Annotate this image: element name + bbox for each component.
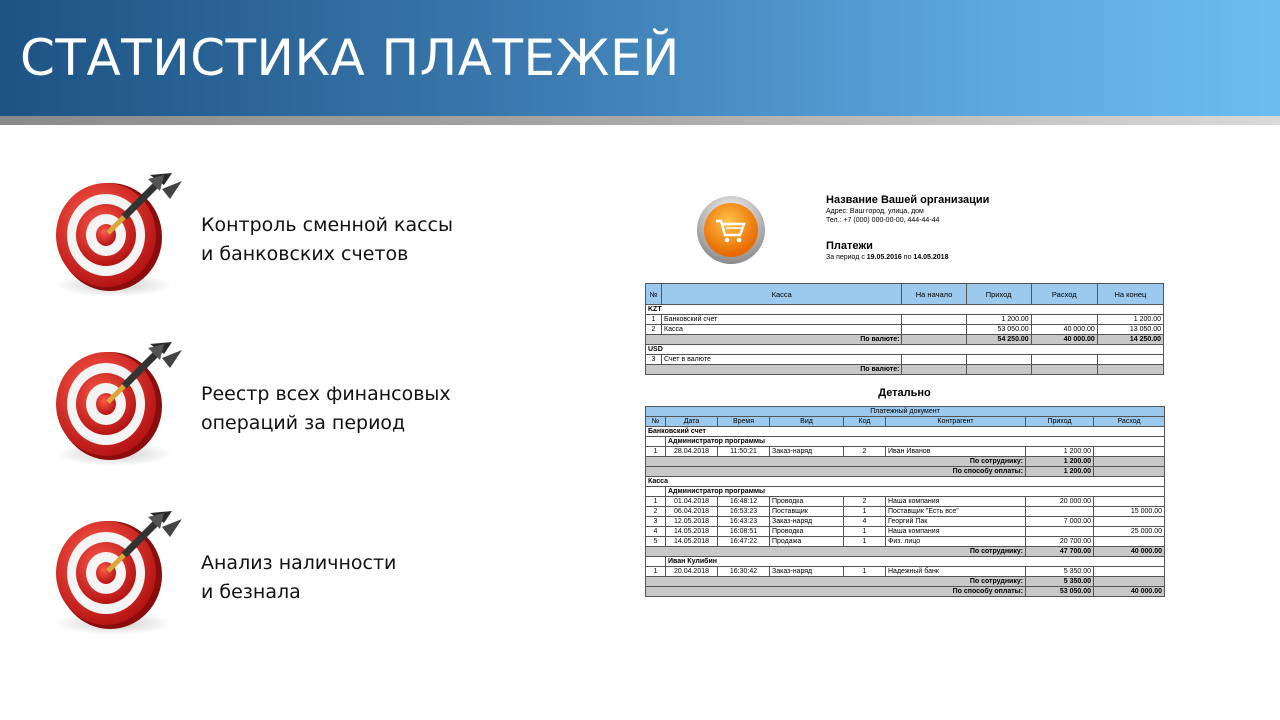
cell: 13 050.00	[1097, 325, 1163, 335]
cell: Проводка	[770, 497, 844, 507]
cell: 1	[844, 527, 886, 537]
org-phone: Тел.: +7 (000) 000-00-00, 444-44-44	[826, 217, 940, 224]
cell: 06.04.2018	[666, 507, 718, 517]
table-caption	[646, 407, 1165, 417]
period-to: 14.05.2018	[913, 254, 949, 261]
cell: 16:48:12	[718, 497, 770, 507]
group-row	[646, 427, 1165, 437]
total-label: По сотруднику:	[646, 547, 1026, 557]
total-label: По сотруднику:	[646, 457, 1026, 467]
cell: 1	[844, 567, 886, 577]
col-header: На начало	[902, 284, 966, 305]
cell	[1094, 517, 1165, 527]
col-header: Приход	[966, 284, 1031, 305]
col-header: На конец	[1097, 284, 1163, 305]
cell: 1	[646, 567, 666, 577]
total-row	[646, 547, 1165, 557]
table-row	[646, 497, 1165, 507]
cell: 2	[646, 507, 666, 517]
detail-title: Детально	[878, 387, 931, 399]
page-title: СТАТИСТИКА ПЛАТЕЖЕЙ	[20, 29, 680, 87]
cell: Заказ-наряд	[770, 447, 844, 457]
cell: Наша компания	[886, 497, 1026, 507]
cell: 20 700.00	[1026, 537, 1094, 547]
cell: 01.04.2018	[666, 497, 718, 507]
cell: 40 000.00	[1031, 325, 1097, 335]
feature-line: и банковских счетов	[201, 243, 409, 265]
group-row	[646, 557, 1165, 567]
currency-group: KZT	[646, 305, 1164, 315]
feature-line: Контроль сменной кассы	[201, 214, 454, 236]
cell: 16:43:23	[718, 517, 770, 527]
cell	[1031, 355, 1097, 365]
cell: Надежный банк	[886, 567, 1026, 577]
col-header: Расход	[1094, 417, 1165, 427]
cell: 2	[844, 497, 886, 507]
total-row	[646, 365, 1164, 375]
report-title: Платежи	[826, 240, 873, 252]
table-header	[646, 417, 1165, 427]
feature-item	[0, 167, 600, 307]
cell: 5 350.00	[1026, 567, 1094, 577]
cell: 4	[844, 517, 886, 527]
cell	[902, 365, 966, 375]
cell: 1	[646, 447, 666, 457]
total-row	[646, 587, 1165, 597]
title-banner	[0, 0, 1280, 116]
feature-line: Реестр всех финансовых	[201, 383, 451, 405]
cell: 28.04.2018	[666, 447, 718, 457]
cell: 16:53:23	[718, 507, 770, 517]
cell	[1094, 497, 1165, 507]
cell: 14.05.2018	[666, 527, 718, 537]
total-label: По способу оплаты:	[646, 587, 1026, 597]
table-row	[646, 507, 1165, 517]
cell: Проводка	[770, 527, 844, 537]
cell: 2	[844, 447, 886, 457]
cell: 14 250.00	[1097, 335, 1163, 345]
table-row	[646, 325, 1164, 335]
cell: 1	[844, 537, 886, 547]
cell: 1	[844, 507, 886, 517]
cell: 15 000.00	[1094, 507, 1165, 517]
cell: 1 200.00	[1026, 467, 1094, 477]
cell: 53 050.00	[1026, 587, 1094, 597]
cell: 20.04.2018	[666, 567, 718, 577]
cell	[966, 355, 1031, 365]
cell: 3	[646, 355, 662, 365]
payments-report	[644, 190, 1165, 620]
employee-name: Иван Кулибин	[666, 557, 1165, 567]
currency-group: USD	[646, 345, 1164, 355]
cell: 12.05.2018	[666, 517, 718, 527]
total-label: По сотруднику:	[646, 577, 1026, 587]
cell: Счет в валюте	[662, 355, 902, 365]
cell: 2	[646, 325, 662, 335]
col-header: №	[646, 284, 662, 305]
cell	[1026, 507, 1094, 517]
cell: 16:08:51	[718, 527, 770, 537]
feature-item	[0, 336, 600, 476]
col-header: Код	[844, 417, 886, 427]
cell: Продажа	[770, 537, 844, 547]
org-address: Адрес: Ваш город, улица, дом	[826, 208, 924, 215]
org-name: Название Вашей организации	[826, 194, 990, 206]
feature-line: и безнала	[201, 581, 301, 603]
cell: 11:50:21	[718, 447, 770, 457]
cell: 53 050.00	[966, 325, 1031, 335]
cell	[902, 315, 966, 325]
cell	[902, 335, 966, 345]
table-header	[646, 284, 1164, 305]
cell: Георгий Пак	[886, 517, 1026, 527]
feature-text	[201, 211, 453, 269]
cell: 7 000.00	[1026, 517, 1094, 527]
col-header: Время	[718, 417, 770, 427]
cell: Наша компания	[886, 527, 1026, 537]
target-dart-icon	[52, 336, 188, 472]
header-divider	[0, 116, 1280, 125]
summary-table	[645, 283, 1164, 375]
cell	[1094, 447, 1165, 457]
cell	[1026, 527, 1094, 537]
payment-method: Банковский счет	[646, 427, 1165, 437]
cell	[1094, 567, 1165, 577]
employee-name: Администратор программы	[666, 437, 1165, 447]
cell: 54 250.00	[966, 335, 1031, 345]
table-row	[646, 355, 1164, 365]
cell: Поставщик	[770, 507, 844, 517]
cell	[902, 355, 966, 365]
payment-method: Касса	[646, 477, 1165, 487]
col-header: Дата	[666, 417, 718, 427]
total-row	[646, 467, 1165, 477]
feature-text	[201, 380, 451, 438]
feature-text	[201, 549, 396, 607]
cell: 20 000.00	[1026, 497, 1094, 507]
total-label: По валюте:	[646, 335, 902, 345]
cell	[1094, 467, 1165, 477]
cell	[1094, 577, 1165, 587]
employee-name: Администратор программы	[666, 487, 1165, 497]
cell: 40 000.00	[1094, 547, 1165, 557]
cell: 1 200.00	[1097, 315, 1163, 325]
cell: 3	[646, 517, 666, 527]
col-header: Вид	[770, 417, 844, 427]
cell	[902, 325, 966, 335]
cell: 16:30:42	[718, 567, 770, 577]
feature-line: Анализ наличности	[201, 552, 397, 574]
cell: 40 000.00	[1031, 335, 1097, 345]
group-row	[646, 305, 1164, 315]
cell	[1094, 457, 1165, 467]
cell: 25 000.00	[1094, 527, 1165, 537]
group-row	[646, 345, 1164, 355]
table-row	[646, 537, 1165, 547]
cell: 1 200.00	[1026, 447, 1094, 457]
cell: 47 700.00	[1026, 547, 1094, 557]
cell: 16:47:22	[718, 537, 770, 547]
cell	[1097, 365, 1163, 375]
feature-item	[0, 505, 600, 645]
table-row	[646, 567, 1165, 577]
total-row	[646, 457, 1165, 467]
cell: 1 200.00	[966, 315, 1031, 325]
cell: Заказ-наряд	[770, 517, 844, 527]
period-from: 19.05.2016	[866, 254, 902, 261]
cell: 4	[646, 527, 666, 537]
total-row	[646, 335, 1164, 345]
cell: Касса	[662, 325, 902, 335]
table-row	[646, 517, 1165, 527]
table-row	[646, 315, 1164, 325]
cell	[1031, 315, 1097, 325]
period-mid: по	[903, 254, 912, 261]
cell: Физ. лицо	[886, 537, 1026, 547]
cell: Заказ-наряд	[770, 567, 844, 577]
cell	[1031, 365, 1097, 375]
col-header: Приход	[1026, 417, 1094, 427]
cell: Иван Иванов	[886, 447, 1026, 457]
cell: 1	[646, 315, 662, 325]
cell	[1097, 355, 1163, 365]
feature-line: операций за период	[201, 412, 406, 434]
cell: 5	[646, 537, 666, 547]
col-header: Контрагент	[886, 417, 1026, 427]
cell: 1 200.00	[1026, 457, 1094, 467]
cell: Банковский счет	[662, 315, 902, 325]
table-row	[646, 527, 1165, 537]
total-row	[646, 577, 1165, 587]
cell: Поставщик "Есть все"	[886, 507, 1026, 517]
table-row	[646, 447, 1165, 457]
period-prefix: За период с	[826, 254, 865, 261]
report-period	[826, 254, 948, 261]
shopping-cart-icon	[694, 193, 768, 267]
detail-table	[645, 406, 1165, 597]
col-header: Касса	[662, 284, 902, 305]
cell	[1094, 537, 1165, 547]
target-dart-icon	[52, 505, 188, 641]
detail-caption: Платежный документ	[646, 407, 1165, 417]
cell	[966, 365, 1031, 375]
target-dart-icon	[52, 167, 188, 303]
cell: 1	[646, 497, 666, 507]
col-header: Расход	[1031, 284, 1097, 305]
cell: 14.05.2018	[666, 537, 718, 547]
group-row	[646, 487, 1165, 497]
cell: 5 350.00	[1026, 577, 1094, 587]
group-row	[646, 477, 1165, 487]
col-header: №	[646, 417, 666, 427]
total-label: По валюте:	[646, 365, 902, 375]
total-label: По способу оплаты:	[646, 467, 1026, 477]
group-row	[646, 437, 1165, 447]
cell: 40 000.00	[1094, 587, 1165, 597]
